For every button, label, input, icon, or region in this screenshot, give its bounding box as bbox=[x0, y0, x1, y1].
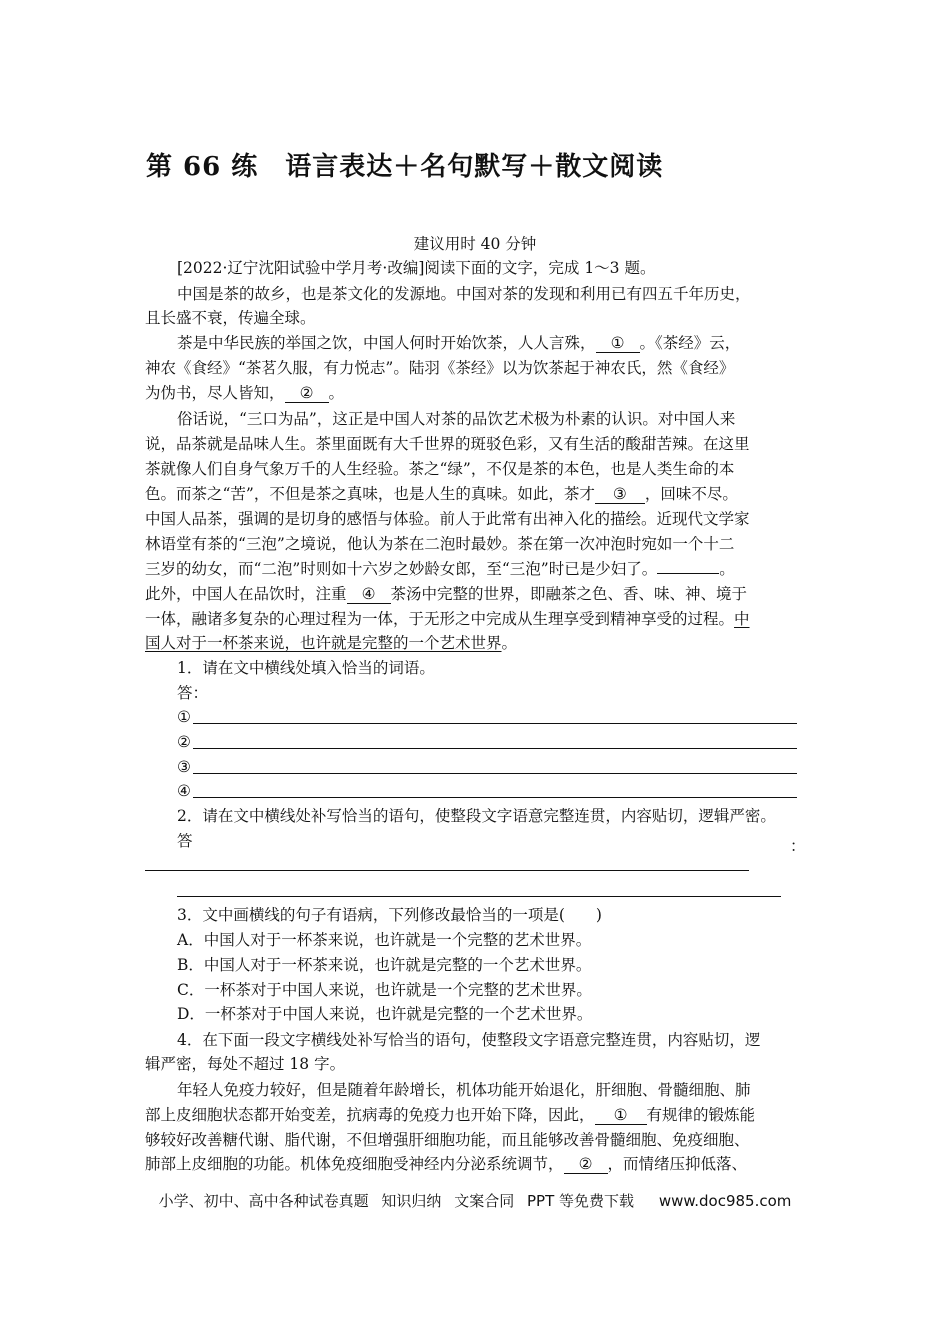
passage-line bbox=[145, 1154, 747, 1174]
option-b[interactable]: B．中国人对于一杯茶来说，也许就是完整的一个艺术世界。 bbox=[177, 956, 592, 974]
source-line: [2022·辽宁沈阳试验中学月考·改编]阅读下面的文字，完成 1～3 题。 bbox=[177, 259, 656, 277]
underlined-sentence: 中 bbox=[734, 610, 750, 628]
text-run: 部上皮细胞状态都开始变差，抗病毒的免疫力也开始下降，因此， bbox=[145, 1106, 595, 1124]
answer-mark-3: ③ bbox=[177, 758, 191, 776]
passage-line bbox=[145, 584, 747, 604]
question-4-stem: 辑严密，每处不超过 18 字。 bbox=[145, 1055, 346, 1073]
fill-blank-4: ④ bbox=[347, 586, 391, 604]
option-a[interactable]: A．中国人对于一杯茶来说，也许就是一个完整的艺术世界。 bbox=[177, 931, 592, 949]
text-run: ，而情绪压抑低落、 bbox=[607, 1155, 748, 1173]
passage-line bbox=[145, 633, 517, 653]
passage-line bbox=[145, 1105, 755, 1125]
passage-line: 说，品茶就是品味人生。茶里面既有大千世界的斑驳色彩，又有生活的酸甜苦辣。在这里 bbox=[145, 435, 750, 453]
text-run: 。 bbox=[328, 384, 345, 402]
fill-blank-3: ③ bbox=[595, 486, 645, 504]
answer-line-4[interactable] bbox=[193, 797, 797, 798]
question-3-stem: 3．文中画横线的句子有语病，下列修改最恰当的一项是( ) bbox=[177, 906, 602, 924]
question-4-stem: 4．在下面一段文字横线处补写恰当的语句，使整段文字语意完整连贯，内容贴切，逻 bbox=[177, 1031, 761, 1049]
answer-colon: ： bbox=[790, 837, 806, 855]
text-run: 此外，中国人在品饮时，注重 bbox=[145, 585, 347, 603]
footer-item: 知识归纳 bbox=[381, 1192, 442, 1210]
fill-blank-1: ① bbox=[596, 335, 640, 353]
text-run: 色。而茶之“苦”，不但是茶之真味，也是人生的真味。如此，茶才 bbox=[145, 485, 595, 503]
text-run: 茶汤中完整的世界，即融茶之色、香、味、神、境于 bbox=[390, 585, 748, 603]
fill-blank-q4-2: ② bbox=[564, 1156, 608, 1174]
passage-line bbox=[145, 484, 738, 504]
passage-line: 俗话说，“三口为品”，这正是中国人对茶的品饮艺术极为朴素的认识。对中国人来 bbox=[177, 410, 736, 428]
passage-line: 且长盛不衰，传遍全球。 bbox=[145, 309, 316, 327]
underlined-sentence: 国人对于一杯茶来说，也许就是完整的一个艺术世界 bbox=[145, 634, 502, 652]
answer-line-2[interactable] bbox=[193, 748, 797, 749]
passage-line: 中国是茶的故乡，也是茶文化的发源地。中国对茶的发现和利用已有四五千年历史， bbox=[177, 285, 751, 303]
passage-line bbox=[145, 383, 344, 403]
text-run: 三岁的幼女，而“二泡”时则如十六岁之妙龄女郎，至“三泡”时已是少妇了。 bbox=[145, 560, 658, 578]
passage-line bbox=[145, 609, 750, 629]
page-title: 第 66 练 语言表达＋名句默写＋散文阅读 bbox=[146, 152, 664, 182]
option-d[interactable]: D．一杯茶对于中国人来说，也许就是完整的一个艺术世界。 bbox=[177, 1005, 593, 1023]
text-run: 。 bbox=[501, 634, 518, 652]
passage-line: 林语堂有茶的“三泡”之境说，他认为茶在二泡时最妙。茶在第一次冲泡时宛如一个十二 bbox=[145, 535, 735, 553]
page-footer bbox=[0, 1190, 950, 1211]
passage-line: 够较好改善糖代谢、脂代谢，不但增强肝细胞功能，而且能够改善骨髓细胞、免疫细胞、 bbox=[145, 1131, 750, 1149]
option-c[interactable]: C．一杯茶对于中国人来说，也许就是一个完整的艺术世界。 bbox=[177, 981, 592, 999]
suggested-time: 建议用时 40 分钟 bbox=[413, 235, 537, 253]
answer-line-q2b[interactable] bbox=[177, 896, 781, 897]
answer-line-q2a[interactable] bbox=[145, 870, 749, 871]
answer-mark-1: ① bbox=[177, 708, 191, 726]
question-2-stem: 2．请在文中横线处补写恰当的语句，使整段文字语意完整连贯，内容贴切，逻辑严密。 bbox=[177, 807, 776, 825]
text-run: 茶是中华民族的举国之饮，中国人何时开始饮茶，人人言殊， bbox=[177, 334, 596, 352]
answer-line-1[interactable] bbox=[193, 723, 797, 724]
text-run: 肺部上皮细胞的功能。机体免疫细胞受神经内分泌系统调节， bbox=[145, 1155, 564, 1173]
passage-line: 神农《食经》“茶茗久服，有力悦志”。陆羽《茶经》以为饮茶起于神农氏，然《食经》 bbox=[145, 359, 735, 377]
fill-blank-q4-1: ① bbox=[595, 1107, 647, 1125]
text-run: ，回味不尽。 bbox=[644, 485, 738, 503]
answer-label: 答 bbox=[177, 832, 193, 850]
answer-label: 答： bbox=[177, 684, 209, 702]
passage-line bbox=[145, 559, 735, 579]
fill-blank-2: ② bbox=[285, 385, 329, 403]
footer-item: 小学、初中、高中各种试卷真题 bbox=[158, 1192, 369, 1210]
footer-item: 文案合同 bbox=[454, 1192, 515, 1210]
text-run: 。《茶经》云， bbox=[639, 334, 741, 352]
text-run: 为伪书，尽人皆知， bbox=[145, 384, 285, 402]
question-1-stem: 1．请在文中横线处填入恰当的词语。 bbox=[177, 659, 435, 677]
footer-link[interactable]: www.doc985.com bbox=[658, 1192, 792, 1210]
passage-line: 茶就像人们自身气象万千的人生经验。茶之“绿”，不仅是茶的本色，也是人类生命的本 bbox=[145, 460, 735, 478]
fill-blank-sentence bbox=[657, 573, 719, 574]
answer-mark-2: ② bbox=[177, 733, 191, 751]
text-run: 一体，融诸多复杂的心理过程为一体，于无形之中完成从生理享受到精神享受的过程。 bbox=[145, 610, 735, 628]
text-run: 有规律的锻炼能 bbox=[646, 1106, 756, 1124]
text-run: 。 bbox=[719, 560, 735, 578]
passage-line: 中国人品茶，强调的是切身的感悟与体验。前人于此常有出神入化的描绘。近现代文学家 bbox=[145, 510, 750, 528]
passage-line bbox=[177, 333, 740, 353]
passage-line: 年轻人免疫力较好，但是随着年龄增长，机体功能开始退化，肝细胞、骨髓细胞、肺 bbox=[177, 1081, 751, 1099]
answer-line-3[interactable] bbox=[193, 773, 797, 774]
answer-mark-4: ④ bbox=[177, 782, 191, 800]
footer-item: PPT 等免费下载 bbox=[527, 1192, 635, 1210]
